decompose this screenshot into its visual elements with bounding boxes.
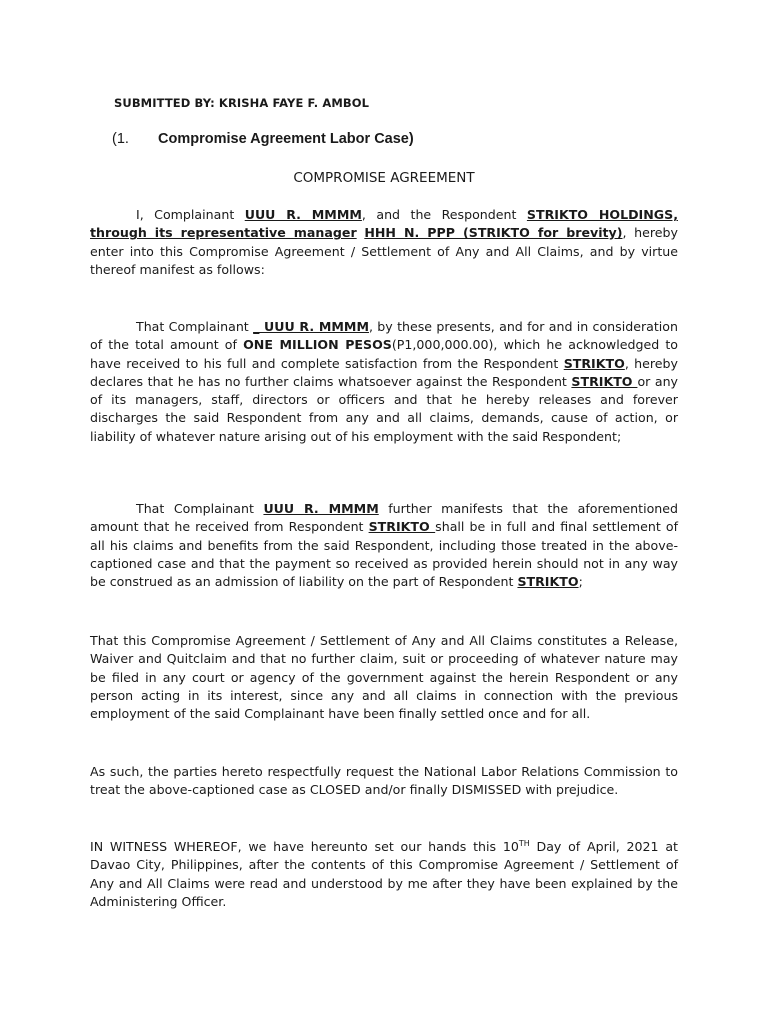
paragraph-settlement xyxy=(90,500,678,591)
complainant-name: UUU R. MMMM xyxy=(263,501,379,516)
text-run: , by these presents, and for and in consideration of the total amount of xyxy=(90,319,678,353)
amount-words: ONE MILLION PESOS xyxy=(243,337,392,353)
paragraph-consideration xyxy=(90,318,678,446)
respondent-name: STRIKTO xyxy=(571,373,638,389)
item-title: Compromise Agreement Labor Case) xyxy=(158,131,414,147)
text-run: (P1,000,000.00), which he acknowledged to have received to his full and complete satisfaction from the Respondent xyxy=(90,337,678,371)
complainant-name: _ UUU R. MMMM xyxy=(253,319,369,334)
text-run: , hereby enter into this Compromise Agreement / Settlement of Any and All Claims, and by virtue thereof manifest as follows: xyxy=(90,225,678,277)
respondent-name: STRIKTO xyxy=(563,355,625,371)
complainant-name: UUU R. MMMM xyxy=(244,207,362,222)
respondent-name: STRIKTO HOLDINGS, through its representative manager xyxy=(90,207,678,241)
text-run: IN WITNESS WHEREOF, we have hereunto set our hands this 10 xyxy=(90,839,519,854)
text-run: That Complainant xyxy=(136,319,254,334)
submitted-by-line: SUBMITTED BY: KRISHA FAYE F. AMBOL xyxy=(114,96,370,110)
text-run: shall be in full and final settlement of all his claims and benefits from the said Respondent, including those treated in the above-captioned case and that the payment so received as provided herein should not in any way be construed as an admission of liability on the part of Respondent xyxy=(90,519,679,590)
respondent-name: STRIKTO xyxy=(368,519,436,535)
text-run: ; xyxy=(578,574,583,590)
text-run: That Complainant xyxy=(136,501,264,516)
section-heading xyxy=(112,131,414,147)
ordinal-suffix: TH xyxy=(518,838,530,848)
manager-name: HHH N. PPP (STRIKTO for brevity) xyxy=(364,225,623,241)
text-run: Day of April, 2021 at Davao City, Philippines, after the contents of this Compromise Agreement / Settlement of Any and All Claims were read and understood by me after they have been explained by the Administering Officer. xyxy=(90,839,678,909)
text-run: or any of its managers, staff, directors or officers and that he hereby releases and forever discharges the said Respondent from any and all claims, demands, cause of action, or liability of whatever nature arising out of his employment with the said Respondent; xyxy=(90,373,679,444)
respondent-name: STRIKTO xyxy=(517,574,579,590)
text-run: , hereby declares that he has no further claims whatsoever against the Respondent xyxy=(90,355,678,389)
paragraph-release: That this Compromise Agreement / Settlement of Any and All Claims constitutes a Release, Waiver and Quitclaim and that no further claim, suit or proceeding of whatever nature may be filed in any court or agency of the government against the herein Respondent or any person acting in its interest, since any and all claims in connection with the previous employment of the said Complainant have been finally settled once and for all. xyxy=(90,633,678,722)
paragraph-parties xyxy=(90,206,678,279)
item-number: (1. xyxy=(112,131,129,147)
text-run: I, Complainant xyxy=(136,207,245,222)
paragraph-witness xyxy=(90,838,678,911)
paragraph-request: As such, the parties hereto respectfully request the National Labor Relations Commission to treat the above-captioned case as CLOSED and/or finally DISMISSED with prejudice. xyxy=(90,764,678,798)
text-run: , and the Respondent xyxy=(361,207,527,222)
document-title: COMPROMISE AGREEMENT xyxy=(293,170,475,186)
text-run: further manifests that the aforementioned amount that he received from Respondent xyxy=(90,501,678,535)
